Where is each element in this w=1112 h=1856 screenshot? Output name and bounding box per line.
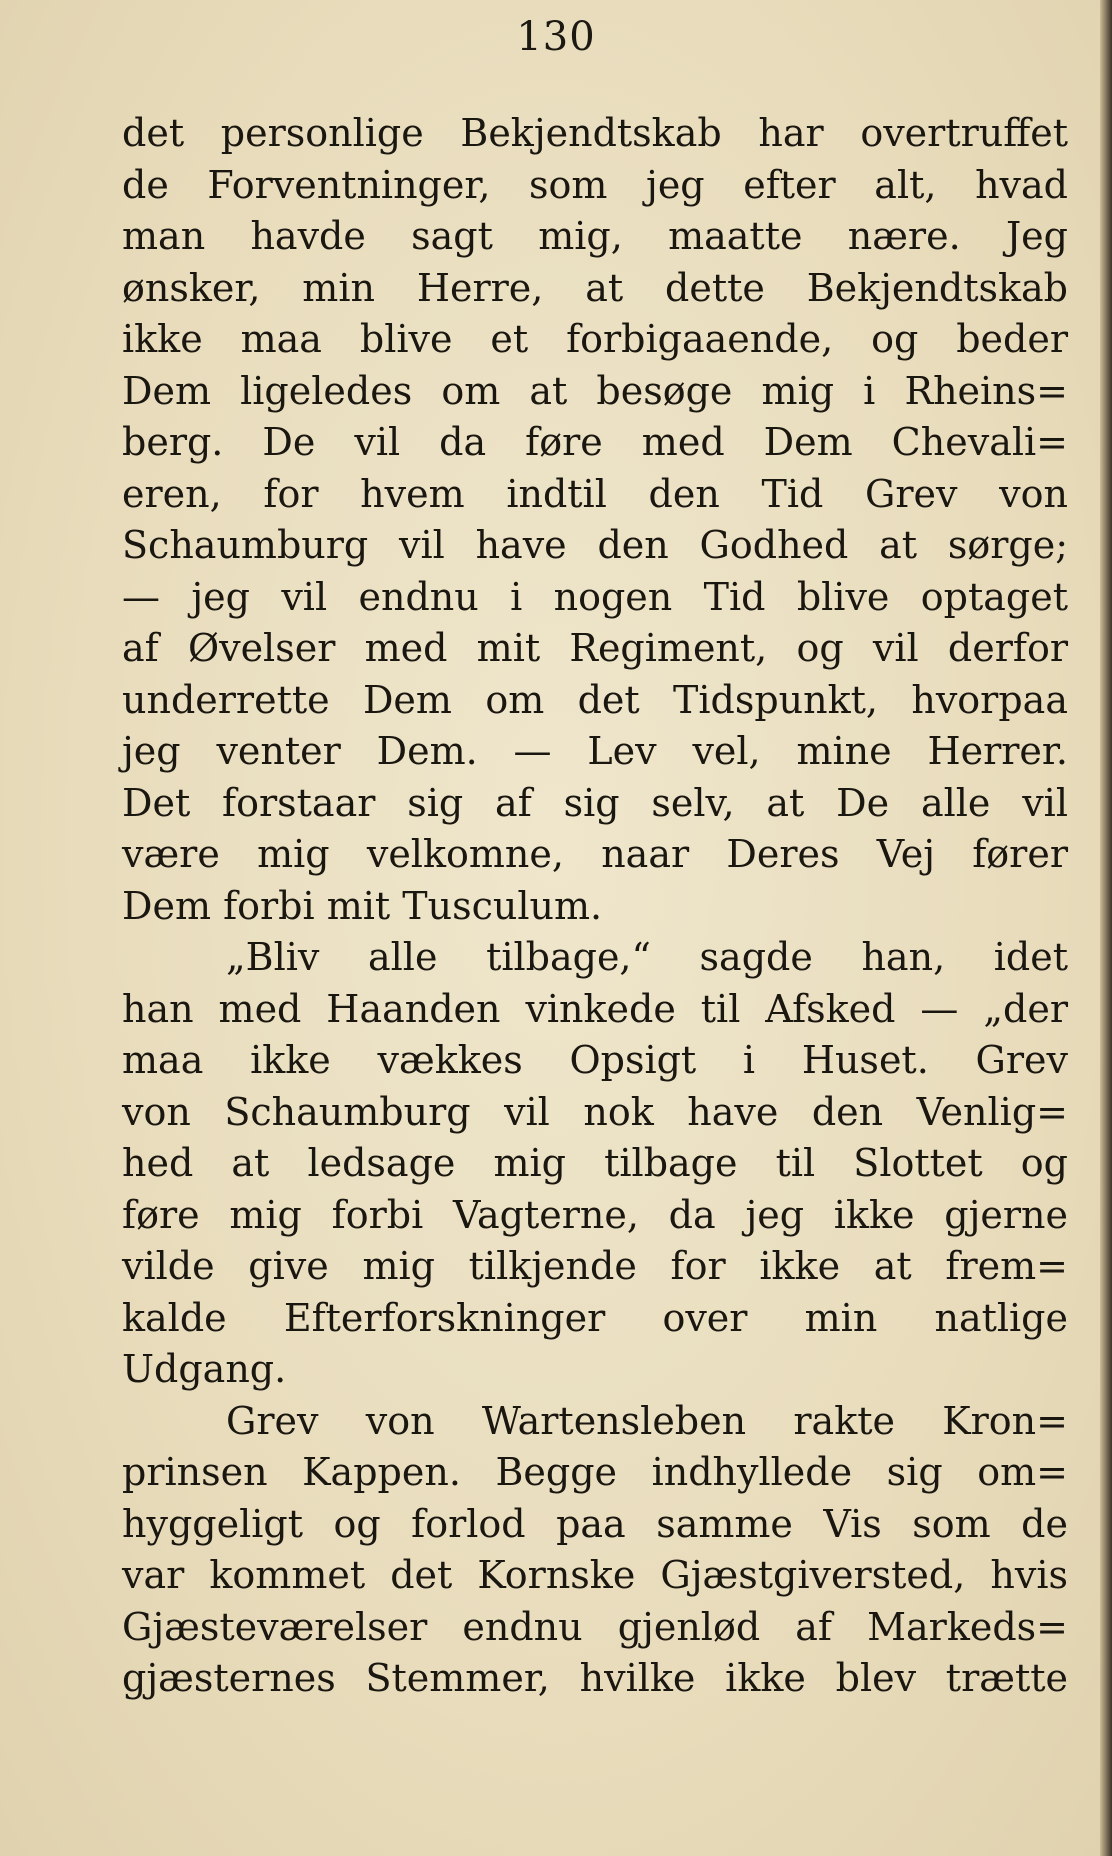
text-line: føre mig forbi Vagterne, da jeg ikke gjerne [122, 1192, 1068, 1237]
text-line: var kommet det Kornske Gjæstgiversted, hvis [122, 1553, 1068, 1597]
text-line: hed at ledsage mig tilbage til Slottet og [122, 1141, 1068, 1185]
page-edge-shadow [1100, 0, 1112, 1856]
text-line: Gjæsteværelser endnu gjenlød af Markeds= [122, 1604, 1068, 1649]
page-number: 130 [516, 14, 596, 60]
text-line: han med Haanden vinkede til Afsked — „der [122, 986, 1068, 1031]
text-line: Det forstaar sig af sig selv, at De alle vil [122, 780, 1068, 825]
text-line: kalde Efterforskninger over min natlige [122, 1295, 1068, 1340]
text-line: maa ikke vækkes Opsigt i Huset. Grev [122, 1038, 1068, 1082]
text-line: Udgang. [122, 1347, 287, 1391]
text-line: vilde give mig tilkjende for ikke at frem= [122, 1244, 1068, 1288]
text-line: Dem forbi mit Tusculum. [122, 883, 603, 928]
text-line: „Bliv alle tilbage,“ sagde han, idet [226, 935, 1068, 979]
text-line: være mig velkomne, naar Deres Vej fører [122, 832, 1068, 876]
text-line: von Schaumburg vil nok have den Venlig= [122, 1089, 1068, 1134]
text-line: Grev von Wartensleben rakte Kron= [226, 1398, 1068, 1443]
text-line: — jeg vil endnu i nogen Tid blive optaget [122, 574, 1068, 619]
text-line: Schaumburg vil have den Godhed at sørge; [122, 523, 1068, 567]
text-line: ønsker, min Herre, at dette Bekjendtskab [122, 265, 1068, 310]
text-line: jeg venter Dem. — Lev vel, mine Herrer. [122, 729, 1068, 773]
text-line: berg. De vil da føre med Dem Chevali= [122, 420, 1068, 464]
text-line: prinsen Kappen. Begge indhyllede sig om= [122, 1450, 1068, 1494]
text-line: gjæsternes Stemmer, hvilke ikke blev trætte [122, 1656, 1068, 1700]
text-line: man havde sagt mig, maatte nære. Jeg [122, 214, 1068, 258]
text-line: de Forventninger, som jeg efter alt, hvad [122, 162, 1068, 207]
text-line: Dem ligeledes om at besøge mig i Rheins= [122, 368, 1068, 413]
text-line: eren, for hvem indtil den Tid Grev von [122, 471, 1068, 516]
text-line: ikke maa blive et forbigaaende, og beder [122, 317, 1068, 361]
body-text [122, 108, 1068, 1705]
text-line: underrette Dem om det Tidspunkt, hvorpaa [122, 677, 1068, 722]
text-line: af Øvelser med mit Regiment, og vil derfor [122, 626, 1068, 670]
text-line: hyggeligt og forlod paa samme Vis som de [122, 1501, 1068, 1546]
text-line: det personlige Bekjendtskab har overtruffet [122, 111, 1068, 155]
